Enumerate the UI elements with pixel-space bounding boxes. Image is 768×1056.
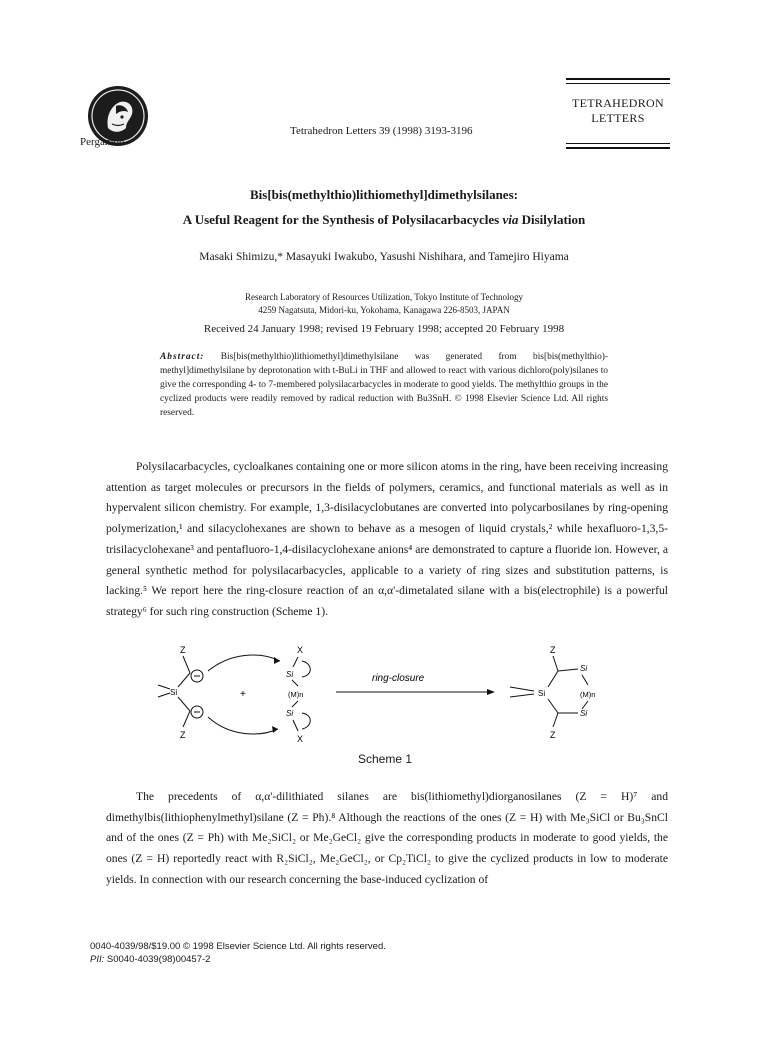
scheme-arrow-label: ring-closure bbox=[372, 673, 425, 684]
journal-rule-top bbox=[566, 78, 670, 80]
scheme-si-top: Si bbox=[286, 670, 294, 679]
scheme-caption: Scheme 1 bbox=[357, 752, 413, 766]
abstract-text: Bis[bis(methylthio)lithiomethyl]dimethylsilane was generated from bis[bis(methylthio)-methyl]dimethylsilane by deprotonation with t-BuLi in THF and allowed to react with various dichloro(poly)silanes to give the corresponding 4- to 7-membered polysilacarbacycles in moderate to good yields. The methylthio groups in the cyclized products were readily removed by radical reduction with Bu3SnH. © 1998 Elsevier Science Ltd. All rights reserved. bbox=[160, 352, 609, 418]
journal-name-line2: LETTERS bbox=[591, 111, 645, 125]
article-title-line1: Bis[bis(methylthio)lithiomethyl]dimethylsilanes: bbox=[250, 187, 518, 202]
journal-rule-bottom bbox=[566, 147, 670, 149]
abstract-lead: Abstract: bbox=[160, 352, 205, 362]
scheme-x-top: X bbox=[297, 645, 304, 655]
scheme-plus: + bbox=[240, 689, 246, 700]
scheme-z-top-right: Z bbox=[550, 645, 556, 655]
title-via: via bbox=[502, 212, 519, 227]
abstract bbox=[160, 350, 608, 420]
body-paragraph-2: The precedents of α,α'-dilithiated silanes are bis(lithiomethyl)diorganosilanes (Z = H)⁷ and dimethylbis(lithiophenylmethyl)silane (Z = Ph).⁸ Although the reactions of the ones (Z = H) with Me₃SiCl or Bu₃SnCl and of the ones (Z = Ph) with Me₂SiCl₂ or Me₂GeCl₂ give the corresponding products in moderate to good yields, the ones (Z = H) reportedly react with R₂SiCl₂, Me₂GeCl₂, or Cp₂TiCl₂ to give the cyclized products in low to moderate yields. In connection with our research concerning the base-induced cyclization of bbox=[106, 790, 668, 886]
scheme-mn-product: (M)n bbox=[580, 690, 596, 699]
footer-pii bbox=[90, 953, 210, 966]
scheme-si-left: Si bbox=[170, 688, 178, 697]
article-title-line2 bbox=[60, 212, 708, 228]
journal-name-line1: TETRAHEDRON bbox=[572, 96, 664, 110]
scheme-z-top-left: Z bbox=[180, 645, 186, 655]
scheme-z-bottom-left: Z bbox=[180, 730, 186, 740]
footer-copyright: 0040-4039/98/$19.00 © 1998 Elsevier Science Ltd. All rights reserved. bbox=[90, 941, 386, 952]
authors: Masaki Shimizu,* Masayuki Iwakubo, Yasushi Nishihara, and Tamejiro Hiyama bbox=[199, 251, 569, 263]
journal-rule-top-thin bbox=[566, 83, 670, 84]
title-post: Disilylation bbox=[518, 212, 586, 227]
scheme-si-product: Si bbox=[538, 689, 546, 698]
journal-citation: Tetrahedron Letters 39 (1998) 3193-3196 bbox=[290, 125, 473, 137]
journal-name bbox=[566, 96, 670, 126]
affiliation-line2: 4259 Nagatsuta, Midori-ku, Yokohama, Kanagawa 226-8503, JAPAN bbox=[258, 305, 510, 315]
scheme-si-product-top: Si bbox=[580, 664, 588, 673]
footer-pii-label: PII: bbox=[90, 954, 105, 965]
scheme-mn: (M)n bbox=[288, 690, 304, 699]
publisher-name: Pergamon bbox=[80, 136, 125, 148]
body-paragraph-1: Polysilacarbacycles, cycloalkanes containing one or more silicon atoms in the ring, have been receiving increasing attention as target molecules or precursors in the fields of polymers, ceramics, and functional materials as well as in hypervalent silicon chemistry. For example, 1,3-disilacyclobutanes are converted into polycarbosilanes by ring-opening polymerization,¹ and silacyclohexanes are shown to behave as a mesogen of liquid crystals,² while hexafluoro-1,3,5-trisilacyclohexane³ and pentafluoro-1,4-disilacyclohexane anions⁴ are demonstrated to capture a fluoride ion. However, a general synthetic method for polysilacarbacycles, applicable to a variety of ring sizes and substitution patterns, is lacking.⁵ We report here the ring-closure reaction of an α,α'-dimetalated silane with a bis(electrophile) is a powerful strategy⁶ for such ring construction (Scheme 1). bbox=[106, 460, 668, 618]
journal-rule-bottom-thin bbox=[566, 143, 670, 144]
scheme-z-bottom-right: Z bbox=[550, 730, 556, 740]
affiliation-line1: Research Laboratory of Resources Utilization, Tokyo Institute of Technology bbox=[244, 292, 524, 302]
scheme-x-bottom: X bbox=[297, 734, 304, 744]
scheme-si-product-bottom: Si bbox=[580, 709, 588, 718]
received-dates: Received 24 January 1998; revised 19 February 1998; accepted 20 February 1998 bbox=[203, 323, 565, 335]
title-pre: A Useful Reagent for the Synthesis of Polysilacarbacycles bbox=[182, 212, 503, 227]
scheme-1-figure bbox=[150, 641, 620, 761]
footer-pii-value: S0040-4039(98)00457-2 bbox=[106, 954, 211, 965]
scheme-si-bottom: Si bbox=[286, 709, 294, 718]
